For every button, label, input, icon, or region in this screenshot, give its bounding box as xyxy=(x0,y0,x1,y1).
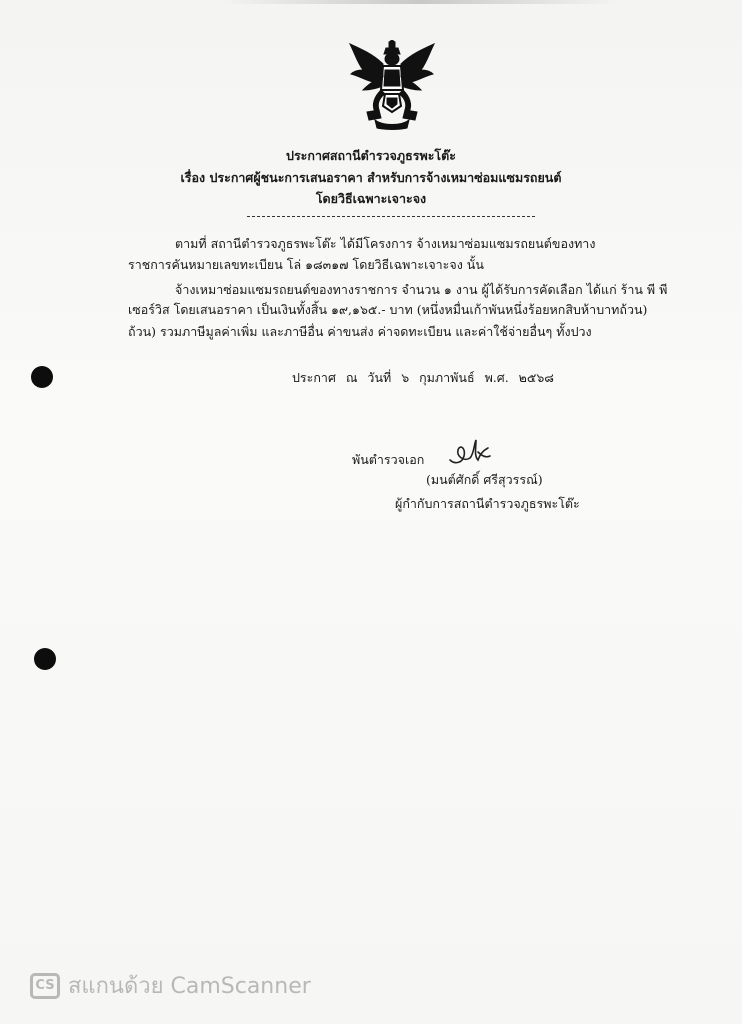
body-line: ราชการคันหมายเลขทะเบียน โล่ ๑๘๓๑๗ โดยวิธีเฉพาะเจาะจง นั้น xyxy=(128,257,484,272)
punch-hole xyxy=(31,366,53,388)
signatory-rank: พันตำรวจเอก xyxy=(352,452,425,467)
signatory-position: ผู้กำกับการสถานีตำรวจภูธรพะโต๊ะ xyxy=(395,496,580,511)
garuda-emblem-icon xyxy=(345,40,439,130)
body-line: ตามที่ สถานีตำรวจภูธรพะโต๊ะ ได้มีโครงการ จ้างเหมาซ่อมแซมรถยนต์ของทาง xyxy=(175,236,596,251)
body-line: จ้างเหมาซ่อมแซมรถยนต์ของทางราชการ จำนวน ๑ งาน ผู้ได้รับการคัดเลือก ได้แก่ ร้าน พี พี xyxy=(175,282,668,297)
body-line: เซอร์วิส โดยเสนอราคา เป็นเงินทั้งสิ้น ๑๙,๑๖๕.- บาท (หนึ่งหมื่นเก้าพันหนึ่งร้อยหกสิบห้าบาทถ้วน) xyxy=(128,302,648,317)
dashed-divider xyxy=(247,216,535,217)
announcement-heading: ประกาศสถานีตำรวจภูธรพะโต๊ะ xyxy=(286,148,456,163)
body-line: ถ้วน) รวมภาษีมูลค่าเพิ่ม และภาษีอื่น ค่าขนส่ง ค่าจดทะเบียน และค่าใช้จ่ายอื่นๆ ทั้งปวง xyxy=(128,324,592,339)
camscanner-logo-icon: CS xyxy=(30,973,60,999)
scan-edge-shadow xyxy=(220,0,620,4)
announcement-method: โดยวิธีเฉพาะเจาะจง xyxy=(315,191,427,206)
watermark-text: สแกนด้วย CamScanner xyxy=(68,974,311,999)
signatory-name: (มนต์ศักดิ์ ศรีสุวรรณ์) xyxy=(426,472,543,487)
punch-hole xyxy=(34,648,56,670)
camscanner-watermark xyxy=(30,968,311,1003)
announcement-date: ประกาศ ณ วันที่ ๖ กุมภาพันธ์ พ.ศ. ๒๕๖๘ xyxy=(292,370,554,385)
signature-mark xyxy=(444,430,494,470)
announcement-subject: เรื่อง ประกาศผู้ชนะการเสนอราคา สำหรับการจ้างเหมาซ่อมแซมรถยนต์ xyxy=(180,170,562,185)
